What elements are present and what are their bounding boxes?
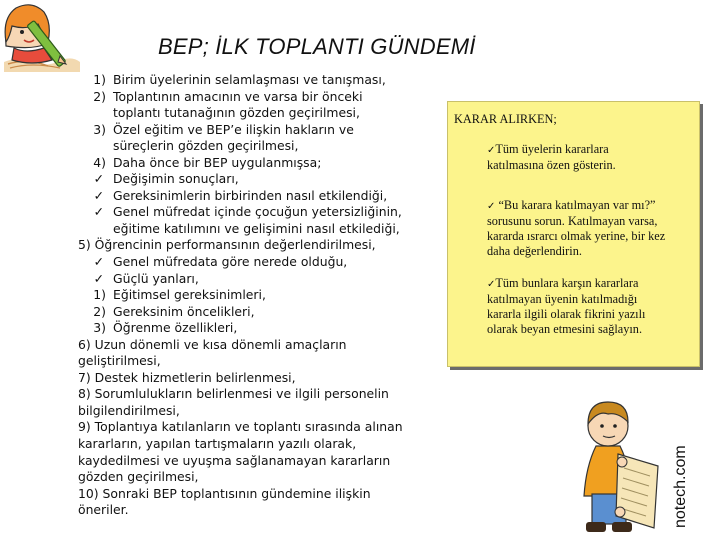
list-item: 7) Destek hizmetlerin belirlenmesi, <box>78 369 296 385</box>
note-item-1: ✓Tüm üyelerin kararlara katılmasına özen gösterin. <box>487 142 616 172</box>
list-item-continuation: kaydedilmesi ve uyuşma sağlanamayan kararların <box>78 452 391 468</box>
check-item: ✓ Değişimin sonuçları, <box>78 171 423 188</box>
check-icon: ✓ <box>93 254 104 270</box>
list-item: 9) Toplantıya katılanların ve toplantı sırasında alınan <box>78 419 403 435</box>
list-item-continuation: bilgilendirilmesi, <box>78 402 180 418</box>
list-item-continuation: gözden geçirilmesi, <box>78 469 199 485</box>
watermark <box>666 430 692 530</box>
list-item: 8) Sorumlulukların belirlenmesi ve ilgili personelin <box>78 386 389 402</box>
check-icon: ✓ <box>487 279 496 290</box>
agenda-list <box>78 72 423 519</box>
list-item-continuation: öneriler. <box>78 502 129 518</box>
list-item-continuation: eğitime katılımını ve gelişimini nasıl etkilediği, <box>113 220 400 236</box>
note-item-3: ✓Tüm bunlara karşın kararlara katılmayan üyenin katılmadığı kararla ilgili olarak fikrini yazılı olarak beyan etmesini sağlayın. <box>487 276 646 336</box>
svg-text:notech.com: notech.com <box>672 445 689 528</box>
page-title: BEP; İLK TOPLANTI GÜNDEMİ <box>158 34 476 59</box>
check-item: ✓ Gereksinimlerin birbirinden nasıl etkilendiği, <box>78 188 423 205</box>
check-icon: ✓ <box>93 187 104 203</box>
check-icon: ✓ <box>93 270 104 286</box>
sub-item: 1) Eğitimsel gereksinimleri, <box>93 287 266 303</box>
list-item-continuation: kararların, yapılan tartışmaların yazılı olarak, <box>78 436 357 452</box>
check-item: ✓ Genel müfredat içinde çocuğun yetersizliğinin, <box>78 204 423 221</box>
boy-reading-clipart <box>562 396 667 538</box>
note-item-2: ✓ “Bu karara katılmayan var mı?” sorusunu sorun. Katılmayan varsa, kararda ısrarcı olmak yerine, bir kez daha değerlendirin. <box>487 198 666 258</box>
sub-item: 3) Öğrenme özellikleri, <box>93 320 238 336</box>
check-icon: ✓ <box>93 171 104 187</box>
check-icon: ✓ <box>93 204 104 220</box>
note-heading: KARAR ALIRKEN; <box>454 112 557 126</box>
pencil-girl-clipart <box>2 2 82 74</box>
list-item-continuation: geliştirilmesi, <box>78 353 161 369</box>
check-item: ✓ Genel müfredata göre nerede olduğu, <box>78 254 423 271</box>
karar-note-box <box>447 101 700 367</box>
check-icon: ✓ <box>487 201 496 212</box>
list-item-continuation: süreçlerin gözden geçirilmesi, <box>113 138 299 154</box>
list-item: 1) Birim üyelerinin selamlaşması ve tanışması, <box>93 72 386 87</box>
list-item: 6) Uzun dönemli ve kısa dönemli amaçların <box>78 336 347 352</box>
check-icon: ✓ <box>487 145 496 156</box>
list-item: 2) Toplantının amacının ve varsa bir önceki <box>93 88 363 104</box>
list-item-continuation: toplantı tutanağının gözden geçirilmesi, <box>113 105 360 121</box>
list-item: 4) Daha önce bir BEP uygulanmışsa; <box>93 154 322 170</box>
sub-item: 2) Gereksinim öncelikleri, <box>93 303 255 319</box>
list-item: 10) Sonraki BEP toplantısının gündemine ilişkin <box>78 485 371 501</box>
list-item: 5) Öğrencinin performansının değerlendirilmesi, <box>78 237 376 253</box>
list-item: 3) Özel eğitim ve BEP’e ilişkin hakların ve <box>93 121 354 137</box>
check-item: ✓ Güçlü yanları, <box>78 271 423 288</box>
